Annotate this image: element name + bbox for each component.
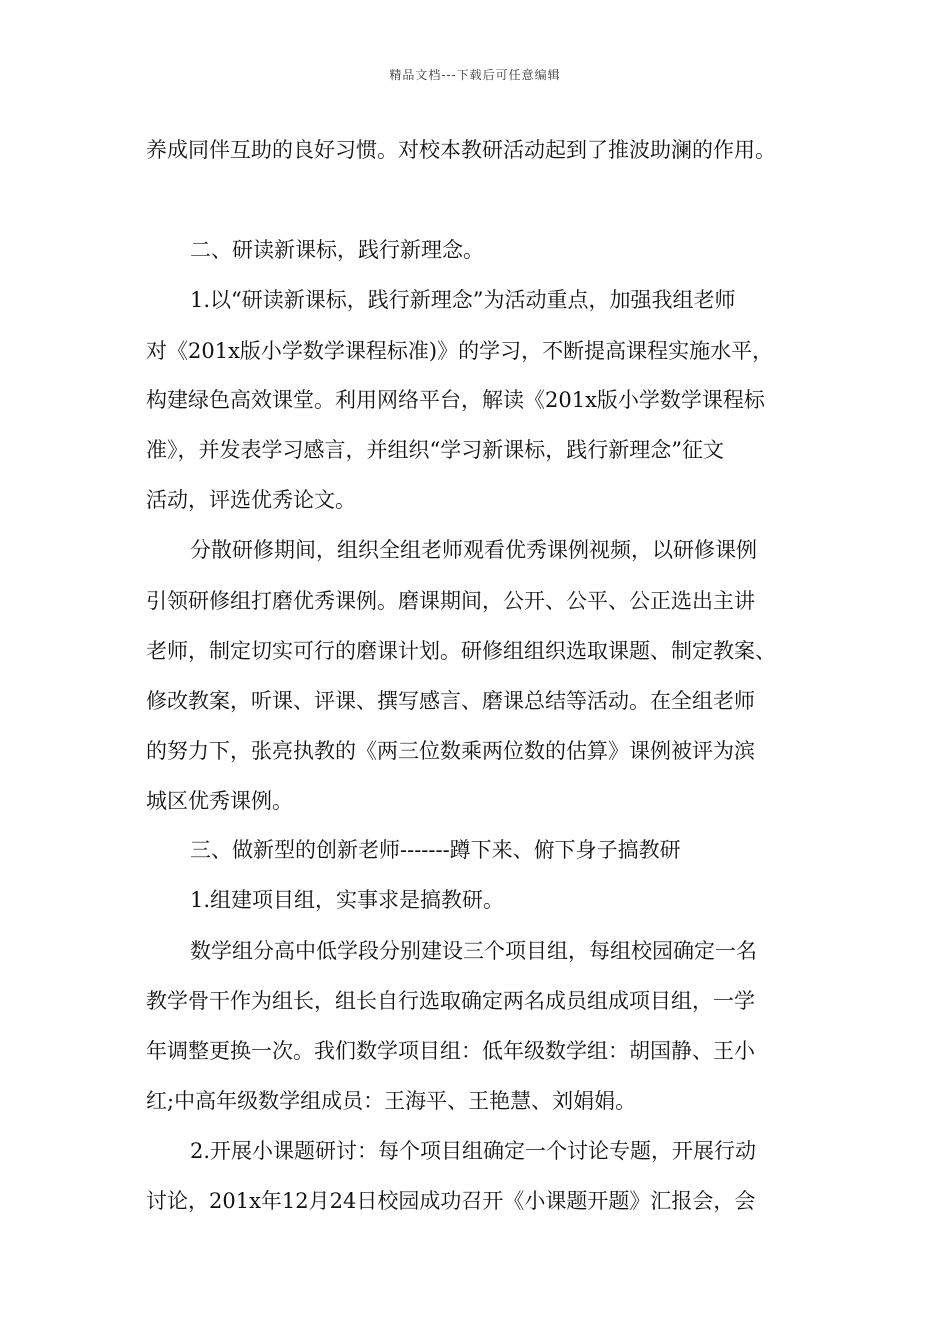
text-line: 准》，并发表学习感言，并组织“学习新课标，践行新理念”征文 [146,438,724,462]
text-line: 2.开展小课题研讨：每个项目组确定一个讨论专题，开展行动 [190,1139,757,1163]
text-line: 活动，评选优秀论文。 [146,488,356,512]
section-heading: 二、研读新课标，践行新理念。 [190,238,484,262]
text-line: 对《201x版小学数学课程标准)》的学习，不断提高课程实施水平， [146,339,774,363]
text-line: 讨论，201x年12月24日校园成功召开《小课题开题》汇报会，会 [146,1189,756,1213]
text-line: 修改教案，听课、评课、撰写感言、磨课总结等活动。在全组老师 [146,689,755,713]
text-line: 红;中高年级数学组成员：王海平、王艳慧、刘娟娟。 [146,1089,637,1113]
text-line: 老师，制定切实可行的磨课计划。研修组组织选取课题、制定教案、 [146,639,776,663]
text-line: 城区优秀课例。 [146,789,293,813]
text-line: 的努力下，张亮执教的《两三位数乘两位数的估算》课例被评为滨 [146,739,755,763]
text-line: 1.以“研读新课标，践行新理念”为活动重点，加强我组老师 [190,288,736,312]
text-line: 数学组分高中低学段分别建设三个项目组，每组校园确定一名 [190,939,757,963]
text-line: 分散研修期间，组织全组老师观看优秀课例视频，以研修课例 [190,538,757,562]
text-line: 1.组建项目组，实事求是搞教研。 [190,888,505,912]
text-line: 年调整更换一次。我们数学项目组：低年级数学组：胡国静、王小 [146,1039,755,1063]
text-line: 教学骨干作为组长，组长自行选取确定两名成员组成项目组，一学 [146,989,755,1013]
text-line: 引领研修组打磨优秀课例。磨课期间，公开、公平、公正选出主讲 [146,589,755,613]
text-line: 构建绿色高效课堂。利用网络平台，解读《201x版小学数学课程标 [146,388,765,412]
section-heading: 三、做新型的创新老师-------蹲下来、俯下身子搞教研 [190,838,681,862]
page-header: 精品文档---下载后可任意编辑 [389,68,561,82]
text-line: 养成同伴互助的良好习惯。对校本教研活动起到了推波助澜的作用。 [146,138,776,162]
